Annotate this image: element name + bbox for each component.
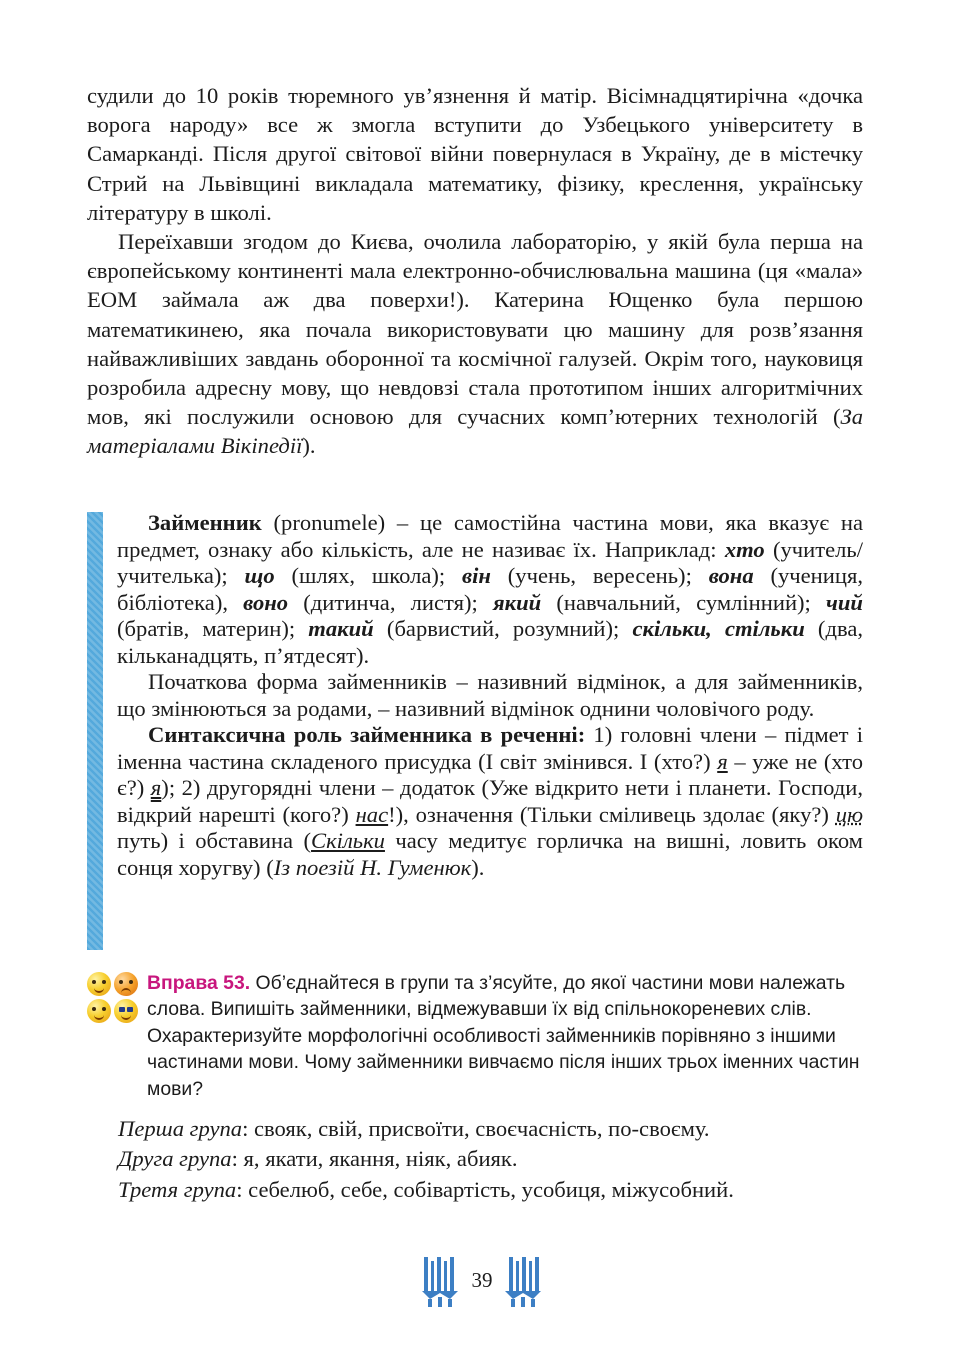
syntax-text: !), означення (Тільки сміливець здолає (яку?): [388, 801, 836, 827]
rule-term: Займенник: [148, 510, 262, 535]
group-label: Третя група: [118, 1176, 237, 1202]
underlined-predicate: я: [150, 775, 162, 800]
syntax-text: путь) і обставина (: [117, 828, 312, 853]
example-text: (учитель/учителька);: [117, 536, 863, 588]
page-number: 39: [471, 1268, 493, 1292]
face-icon: [114, 972, 138, 996]
example-text: (барвистий, розумний);: [373, 616, 633, 641]
rule-initial-form: Початкова форма займенників – називний відмінок, а для займенників, що змінюються за родами, – називний відмінок однини чоловічого роду.: [117, 669, 863, 721]
rule-definition: [117, 510, 863, 669]
face-icon: [114, 999, 138, 1023]
example-text: (навчальний, сумлінний);: [541, 589, 826, 615]
exercise-53: [87, 970, 863, 1104]
example-text: (учениця, бібліотека),: [117, 563, 863, 615]
example-word: він: [462, 563, 491, 588]
underlined-subject: я: [717, 748, 728, 774]
group-row: [118, 1114, 863, 1144]
syntax-text: ).: [471, 854, 485, 880]
example-word: хто: [724, 536, 765, 562]
underlined-object: нас: [355, 801, 389, 827]
intro-paragraph-2: [87, 227, 863, 461]
paren-close: ).: [302, 433, 316, 459]
syntax-text: часу медитує горличка на вишні, ловить оком сонця хоругву) (: [117, 828, 863, 880]
underlined-adverbial: Скільки: [311, 828, 385, 853]
embroidery-ornament-icon: [503, 1255, 543, 1310]
rule-box-pronoun: [87, 510, 863, 952]
group-faces-icon: [87, 972, 139, 1024]
syntax-role-term: Синтаксична роль займенника в реченні:: [148, 722, 586, 747]
rule-text: [117, 510, 863, 881]
example-text: (дитинча, листя);: [288, 589, 493, 615]
page-footer: [0, 1255, 963, 1315]
group-row: [118, 1175, 863, 1205]
intro-text: [87, 81, 863, 461]
intro-paragraph-1: судили до 10 років тюремного ув’язнення й матір. Вісімнадцятирічна «дочка ворога народу» все ж змогла вступити до Узбецького університету в Самарканді. Після другої світової війни повернулася в Україну, де в містечку Стрий на Львівщині викладала математику, фізику, креслення, українську літературу в школі.: [87, 83, 863, 225]
exercise-text: [147, 970, 863, 1102]
rule-accent-bar: [87, 512, 103, 950]
example-text: (два, кільканадцять, п’ятдесят).: [117, 616, 863, 668]
example-word: такий: [308, 616, 374, 641]
paren-open: (: [817, 404, 841, 430]
face-icon: [87, 972, 111, 996]
rule-syntax-role: [117, 722, 863, 881]
example-word: вона: [708, 563, 754, 588]
group-row: [118, 1144, 863, 1174]
example-word: що: [244, 563, 275, 588]
example-word: який: [492, 589, 542, 615]
example-word: чий: [826, 589, 863, 615]
example-word: скільки, стільки: [632, 616, 805, 641]
group-words: : свояк, свій, присвоїти, своєчасність, по-своєму.: [242, 1116, 710, 1141]
exercise-title: Вправа 53.: [147, 972, 251, 994]
underlined-attribute: цю: [835, 801, 863, 827]
syntax-text: ); 2) другорядні члени – додаток (Уже відкрито нети і планети. Господи, відкрий нарешті (кого?): [117, 775, 864, 827]
group-label: Друга група: [118, 1146, 232, 1172]
syntax-text: 1) головні члени – підмет і іменна частина складеного присудка (І світ змінився. І (хто?): [117, 722, 863, 774]
example-word: воно: [243, 589, 289, 615]
example-text: (братів, материн);: [117, 616, 309, 641]
group-words: : себелюб, себе, собівартість, усобиця, міжусобний.: [236, 1176, 734, 1202]
face-icon: [87, 999, 111, 1023]
group-label: Перша група: [118, 1116, 243, 1141]
source-citation: За матеріалами Вікіпедії: [87, 404, 863, 459]
rule-def-text: (pronumele) – це самостійна частина мови, яка вказує на предмет, ознаку або кількість, але не називає їх. Наприклад:: [117, 510, 863, 562]
exercise-instructions: Об’єднайтеся в групи та з’ясуйте, до якої частини мови належать слова. Випишіть займенники, відмежувавши їх від спільнокореневих слів. Охарактеризуйте морфологічні особливості займенників порівняно з іншими частинами мови. Чому займенники вивчаємо після інших трьох іменних частин мови?: [147, 972, 860, 1100]
embroidery-ornament-icon: [420, 1255, 460, 1310]
syntax-text: – уже не (хто є?): [117, 748, 864, 800]
word-groups: [118, 1114, 863, 1205]
poem-source: Із поезій Н. Гуменюк: [273, 854, 472, 880]
intro-paragraph-2-text: Переїхавши згодом до Києва, очолила лабораторію, у якій була перша на європейському континенті мала електронно-обчислювальна машина (ця «мала» ЕОМ займала аж два поверхи!). Катерина Ющенко була першою математикинею, яка почала використовувати цю машину для розв’язання найважливіших завдань оборонної та космічної галузей. Окрім того, науковиця розробила адресну мову, що невдовзі стала прототипом інших алгоритмічних мов, які послужили основою для сучасних комп’ютерних технологій: [87, 229, 863, 430]
example-text: (учень, вересень);: [490, 563, 709, 588]
example-text: (шлях, школа);: [274, 563, 463, 588]
group-words: : я, якати, якання, ніяк, абияк.: [231, 1146, 518, 1172]
